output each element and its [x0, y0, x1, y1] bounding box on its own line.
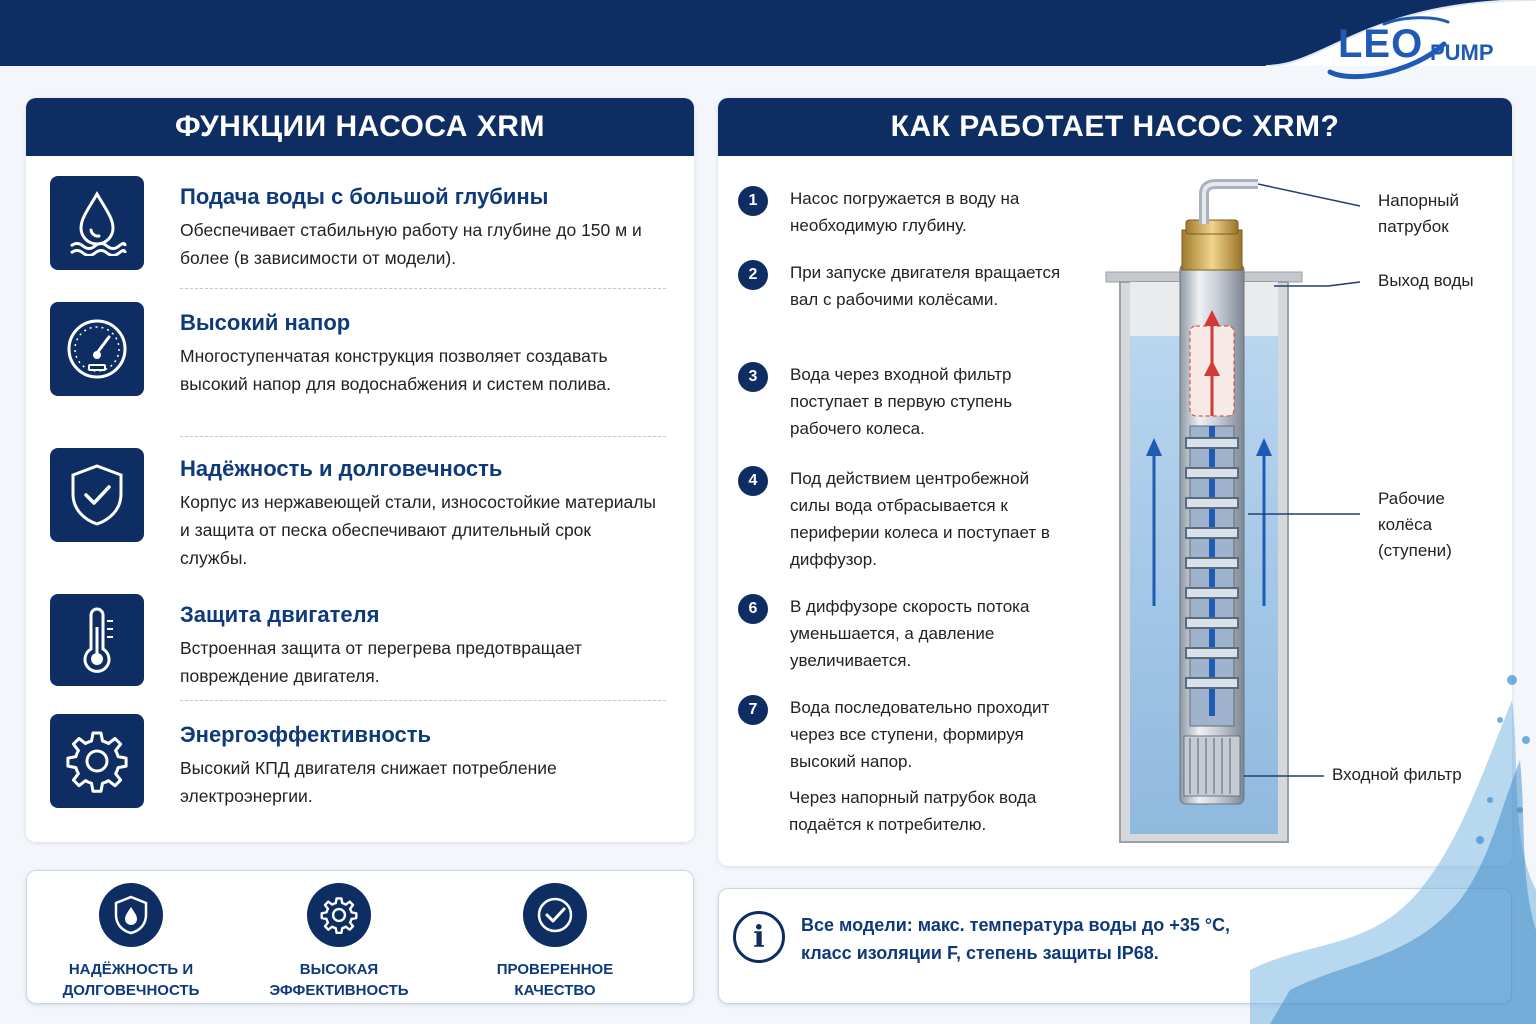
thermometer-icon	[50, 594, 144, 686]
divider	[180, 436, 666, 437]
step-number: 1	[738, 186, 768, 216]
feature-text: Многоступенчатая конструкция позволяет создавать высокий напор для водоснабжения и систем полива.	[180, 346, 612, 394]
badge-label: НАДЁЖНОСТЬ И ДОЛГОВЕЧНОСТЬ	[62, 961, 200, 999]
feature-item	[50, 302, 670, 412]
functions-panel	[26, 98, 694, 842]
step-text: При запуске двигателя вращается вал с рабочими колёсами.	[790, 263, 1061, 309]
leo-pump-logo	[1324, 14, 1510, 84]
step-text: Под действием центробежной силы вода отбрасывается к периферии колеса и поступает в диффузор.	[790, 469, 1050, 569]
feature-item	[50, 594, 670, 686]
step-number: 4	[738, 466, 768, 496]
feature-text: Встроенная защита от перегрева предотвращает повреждение двигателя.	[180, 638, 583, 686]
callout-water-exit: Выход воды	[1378, 271, 1474, 290]
shield-drop-icon	[99, 883, 163, 947]
feature-title: Надёжность и долговечность	[180, 456, 503, 481]
badge-item	[455, 883, 655, 1001]
step-text: Вода последовательно проходит через все ступени, формируя высокий напор.	[790, 698, 1050, 771]
divider	[180, 700, 666, 701]
step-number: 7	[738, 695, 768, 725]
gear-icon	[307, 883, 371, 947]
how-it-works-title: КАК РАБОТАЕТ НАСОС XRM?	[718, 98, 1512, 156]
badge-item	[239, 883, 439, 1001]
logo-main-text: LEO	[1338, 22, 1424, 66]
final-step-text: Через напорный патрубок вода подаётся к потребителю.	[789, 788, 1037, 834]
logo-sub-text: PUMP	[1430, 40, 1494, 65]
callout-outlet-pipe: Напорный патрубок	[1378, 191, 1459, 236]
feature-item	[50, 714, 670, 808]
how-it-works-panel	[718, 98, 1512, 866]
divider	[180, 288, 666, 289]
step-text: В диффузоре скорость потока уменьшается, а давление увеличивается.	[790, 597, 1030, 670]
step-number: 2	[738, 260, 768, 290]
badge-label: ВЫСОКАЯ ЭФФЕКТИВНОСТЬ	[269, 961, 409, 999]
badge-item	[31, 883, 231, 1001]
quality-badges	[26, 870, 694, 1004]
pressure-gauge-icon	[50, 302, 144, 396]
step-number: 3	[738, 362, 768, 392]
specs-text: Все модели: макс. температура воды до +35 °C, класс изоляции F, степень защиты IP68.	[801, 915, 1231, 963]
feature-title: Защита двигателя	[180, 602, 380, 627]
feature-text: Обеспечивает стабильную работу на глубине до 150 м и более (в зависимости от модели).	[180, 220, 642, 268]
feature-item	[50, 176, 670, 276]
check-circle-icon	[523, 883, 587, 947]
functions-title: ФУНКЦИИ НАСОСА XRM	[26, 98, 694, 156]
feature-item	[50, 448, 670, 568]
badge-label: ПРОВЕРЕННОЕ КАЧЕСТВО	[496, 961, 614, 999]
step-text: Вода через входной фильтр поступает в первую ступень рабочего колеса.	[790, 365, 1013, 438]
feature-text: Корпус из нержавеющей стали, износостойкие материалы и защита от песка обеспечивают длительный срок службы.	[180, 492, 657, 568]
feature-title: Высокий напор	[180, 310, 351, 335]
feature-text: Высокий КПД двигателя снижает потребление электроэнергии.	[180, 758, 557, 806]
feature-title: Подача воды с большой глубины	[180, 184, 549, 209]
step-text: Насос погружается в воду на необходимую глубину.	[790, 189, 1020, 235]
water-drop-icon	[50, 176, 144, 270]
info-icon: i	[733, 911, 785, 963]
gear-icon	[50, 714, 144, 808]
callout-inlet-filter: Входной фильтр	[1332, 765, 1462, 784]
step-number: 6	[738, 594, 768, 624]
specs-info-box	[718, 888, 1512, 1004]
feature-title: Энергоэффективность	[180, 722, 432, 747]
callout-impellers: Рабочие колёса (ступени)	[1378, 489, 1452, 560]
shield-check-icon	[50, 448, 144, 542]
